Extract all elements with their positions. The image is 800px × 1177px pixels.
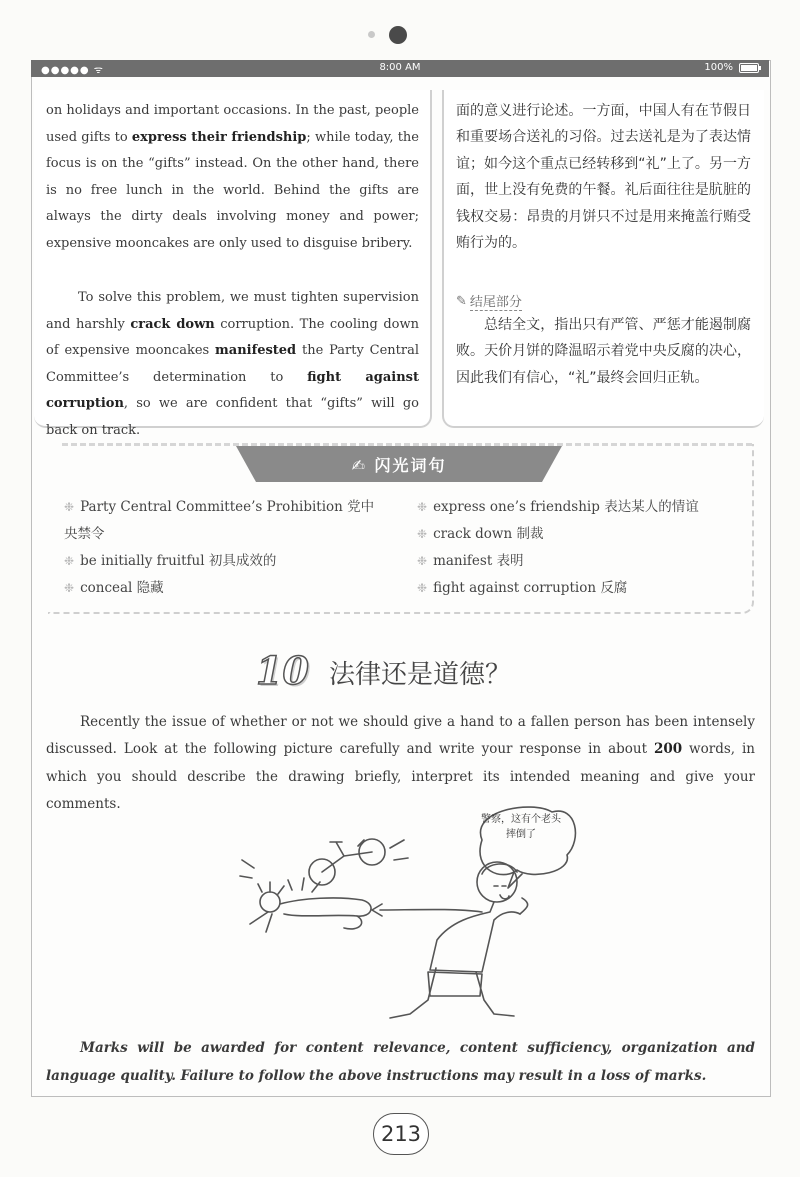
speech-bubble-text: 警察，这有个老头摔倒了 xyxy=(481,814,561,840)
vocab-title: 闪光词句 xyxy=(374,456,447,475)
status-bar xyxy=(31,60,769,77)
bullet-icon: ❉ xyxy=(64,500,75,514)
section-title: 法律还是道德？ xyxy=(329,660,512,690)
bullet-icon: ❉ xyxy=(417,554,428,568)
page-number: 213 xyxy=(373,1113,429,1155)
status-time: 8:00 AM xyxy=(379,62,421,73)
conclusion-heading xyxy=(456,291,522,311)
essay-paragraph-1: on holidays and important occasions. In the past, people used gifts to express their friendship; while today, the focus is on the “gifts” instead. On the other hand, there is no free lunch in the world. Behind the gifts are always the dirty deals involving money and power; expensive mooncakes are only used to disguise bribery. xyxy=(46,103,419,251)
bullet-icon: ❉ xyxy=(64,554,75,568)
analysis-paragraph-1: 面的意义进行论述。一方面，中国人有在节假日和重要场合送礼的习俗。过去送礼是为了表达情谊；如今这个重点已经转移到“礼”上了。另一方面，世上没有免费的午餐。礼后面往往是肮脏的钱权交易：昂贵的月饼只不过是用来掩盖行贿受贿行为的。 xyxy=(456,103,751,252)
vocab-banner xyxy=(236,446,562,482)
pencil-icon: ✎ xyxy=(456,293,467,309)
essay-paragraph-2: To solve this problem, we must tighten supervision and harshly crack down corruption. The cooling down of expensive mooncakes manifested the Party Central Committee’s determination to fight against corruption, so we are confident that “gifts” will go back on track. xyxy=(46,290,419,438)
vocab-item: ❉ conceal 隐藏 xyxy=(64,580,164,596)
writing-prompt: Recently the issue of whether or not we should give a hand to a fallen person has been intensely discussed. Look at the following picture carefully and write your response in about 200 words, in which you should describe the drawing briefly, interpret its intended meaning and give your comments. xyxy=(46,714,755,812)
signal-wifi-icon: ●●●●● ᯤ xyxy=(41,65,104,76)
analysis-paragraph-2: 总结全文，指出只有严管、严惩才能遏制腐败。天价月饼的降温昭示着党中央反腐的决心，因此我们有信心，“礼”最终会回归正轨。 xyxy=(456,317,751,386)
vocab-item: ❉ fight against corruption 反腐 xyxy=(417,580,628,596)
vocab-item: ❉ crack down 制裁 xyxy=(417,526,544,542)
quill-icon: ✍ xyxy=(351,456,367,475)
bullet-icon: ❉ xyxy=(417,527,428,541)
marking-instructions: Marks will be awarded for content relevance, content sufficiency, organization and language quality. Failure to follow the above instructions may result in a loss of marks. xyxy=(46,1040,755,1084)
section-number: 10 xyxy=(256,648,309,693)
bullet-icon: ❉ xyxy=(417,581,428,595)
camera-icon xyxy=(389,26,407,44)
vocab-item: ❉ manifest 表明 xyxy=(417,553,524,569)
vocab-item: ❉ express one’s friendship 表达某人的情谊 xyxy=(417,499,699,515)
camera-sensor-icon xyxy=(368,31,375,38)
bullet-icon: ❉ xyxy=(64,581,75,595)
battery-icon xyxy=(739,63,759,73)
bullet-icon: ❉ xyxy=(417,500,428,514)
vocab-item: ❉ Party Central Committee’s Prohibition 党中 央禁令 xyxy=(64,499,375,542)
vocab-item: ❉ be initially fruitful 初具成效的 xyxy=(64,553,277,569)
battery-percent: 100% xyxy=(704,62,733,73)
battery-indicator xyxy=(704,62,759,73)
conclusion-heading-label: 结尾部分 xyxy=(470,291,522,311)
